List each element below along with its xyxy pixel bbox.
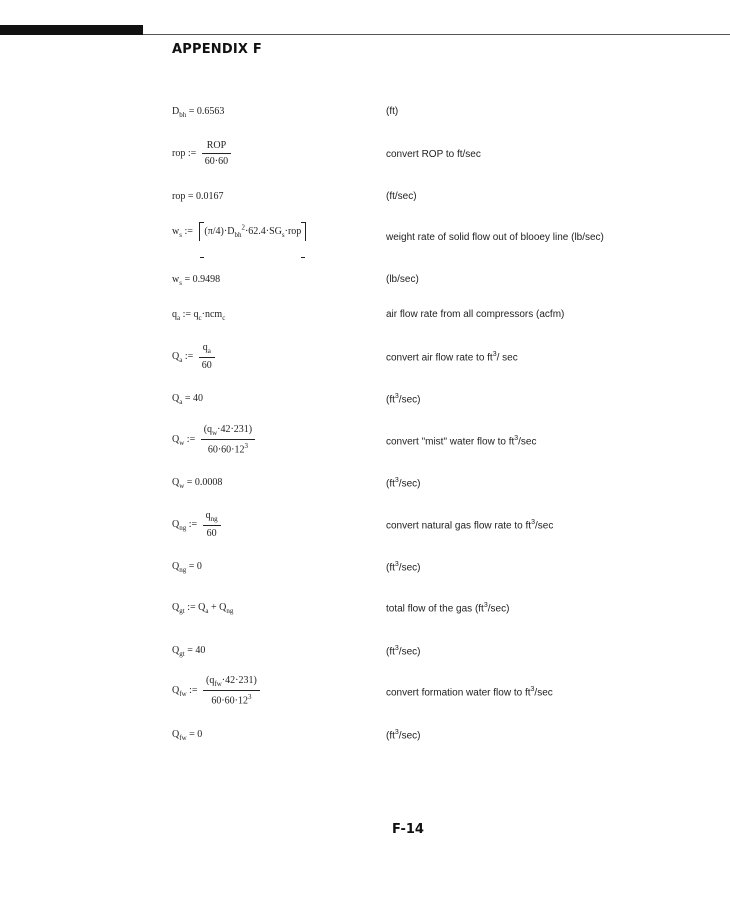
fraction [199,342,215,371]
equation-description: $(ft^3/\sec)$ [386,393,421,406]
equation: $D_{bh} = 0.6563$ [172,106,225,119]
equation [172,140,231,167]
bracket-body: $(\pi/4)\cdot D_{bh}^2\cdot 62.4\cdot SG_s\cdot rop$ [204,224,302,240]
fraction-numerator: ROP [202,140,231,154]
fraction-denominator: $60\cdot 60\cdot 12^3$ [211,693,252,707]
equation-lhs: $w_s$ := [172,225,193,239]
equation-description: convert air flow rate to $ft^3/$ sec [386,351,518,364]
fraction-numerator: $(q_w\cdot 42\cdot 231)$ [201,424,255,440]
fraction-numerator: $(q_{fw}\cdot 42\cdot 231)$ [203,675,260,691]
equation-description: $(ft^3/\sec)$ [386,477,421,490]
equation: $w_s = 0.9498$ [172,274,221,287]
equation: $Q_{ng} = 0$ [172,561,202,574]
equation: rop = 0.0167 [172,191,224,202]
fraction-denominator: 60·60 [204,156,229,167]
equation-description: (ft/sec) [386,191,417,202]
equation-description: convert formation water flow to $ft^3/\sec$ [386,686,553,699]
equation-lhs: $Q_{ng}$ := [172,518,198,532]
equation [172,342,215,371]
fraction [203,675,260,706]
equation-description: convert ROP to ft/sec [386,149,481,160]
equation [172,222,306,241]
fraction-denominator: $60\cdot 60\cdot 12^3$ [207,442,248,456]
fraction-denominator: 60 [201,360,212,371]
equation-description: convert "mist" water flow to $ft^3/\sec$ [386,435,537,448]
equation: $Q_a = 40$ [172,393,203,406]
equation-description: convert natural gas flow rate to $ft^3/\sec$ [386,519,554,532]
fraction [202,140,231,167]
fraction [201,424,255,455]
equation-description: total flow of the gas $(ft^3/\sec)$ [386,602,510,615]
bracket-expression [199,222,306,241]
equation-lhs: $Q_{fw}$ := [172,684,198,698]
equation-description: $(ft^3/\sec)$ [386,561,421,574]
equation: $Q_{gt} = 40$ [172,645,206,658]
equation: $Q_{fw} = 0$ [172,729,203,742]
equation-description: weight rate of solid flow out of blooey line (lb/sec) [386,232,604,243]
fraction-numerator: $q_{ng}$ [203,510,221,526]
fraction [203,510,221,539]
header-bar [0,25,143,35]
fraction-denominator: 60 [206,528,217,539]
equation-description: $(ft^3/\sec)$ [386,645,421,658]
equation-description: air flow rate from all compressors (acfm) [386,309,565,320]
equation: $Q_{gt}$ := $Q_a + Q_{ng}$ [172,602,234,615]
equation: $q_a$ := $q_c\cdot ncm_c$ [172,309,226,322]
page-number: F-14 [392,822,424,837]
equation-description: (ft) [386,106,399,117]
equation [172,510,221,539]
fraction-numerator: $q_a$ [199,342,215,358]
equation-description: (lb/sec) [386,274,419,285]
appendix-title: APPENDIX F [172,42,262,57]
equation-description: $(ft^3/\sec)$ [386,729,421,742]
equation [172,424,255,455]
equation-lhs: rop := [172,147,197,159]
equation: $Q_w = 0.0008$ [172,477,223,490]
header-rule [143,34,730,35]
equation [172,675,260,706]
equation-lhs: $Q_w$ := [172,433,196,447]
equation-lhs: $Q_a$ := [172,350,194,364]
